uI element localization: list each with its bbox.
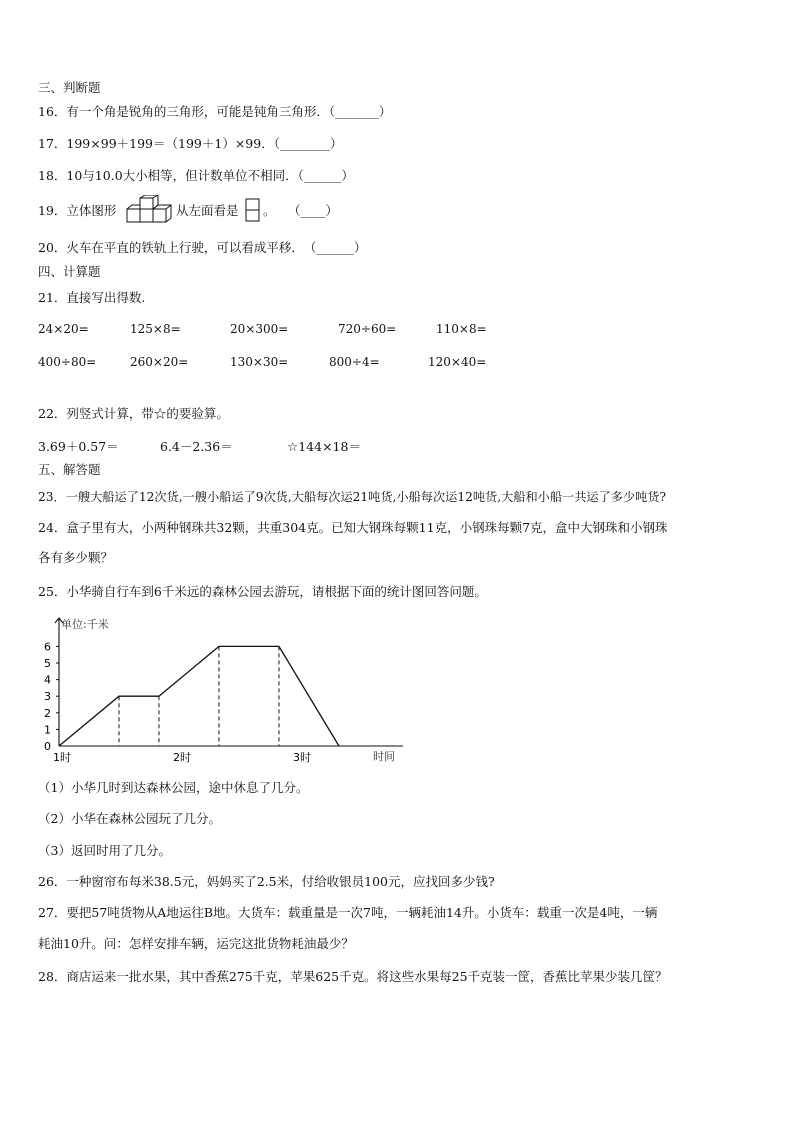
calc-row-1 bbox=[38, 322, 758, 338]
calc-item: 120×40= bbox=[428, 355, 487, 369]
section-heading-calculation: 四、计算题 bbox=[38, 264, 101, 279]
question-20: 20．火车在平直的铁轨上行驶，可以看成平移． （______） bbox=[38, 240, 367, 255]
vertical-calc-item: 6.4－2.36＝ bbox=[160, 439, 233, 454]
question-27-line-1: 27．要把57吨货物从A地运往B地。大货车：载重量是一次7吨，一辆耗油14升。小货车：载重一次是4吨，一辆 bbox=[38, 905, 658, 920]
y-tick-label: 1 bbox=[44, 723, 51, 737]
side-view-figure bbox=[245, 198, 261, 222]
question-19-part-a: 19．立体图形 bbox=[38, 203, 117, 218]
y-axis-label: 单位:千米 bbox=[61, 618, 109, 631]
vertical-calc-row bbox=[38, 437, 758, 453]
x-axis-label: 时间 bbox=[373, 750, 395, 763]
question-26: 26．一种窗帘布每米38.5元，妈妈买了2.5米，付给收银员100元，应找回多少钱? bbox=[38, 874, 495, 889]
calc-item: 260×20= bbox=[130, 355, 189, 369]
y-tick-label: 4 bbox=[44, 673, 51, 687]
question-22: 22．列竖式计算，带☆的要验算。 bbox=[38, 406, 229, 421]
y-tick-label: 0 bbox=[44, 740, 51, 753]
x-tick-label: 2时 bbox=[173, 751, 191, 764]
cube-figure bbox=[126, 195, 174, 225]
y-tick-label: 3 bbox=[44, 690, 51, 704]
calc-item: 24×20= bbox=[38, 322, 89, 336]
calc-item: 20×300= bbox=[230, 322, 289, 336]
calc-item: 720÷60= bbox=[338, 322, 397, 336]
question-23: 23．一艘大船运了12次货,一艘小船运了9次货,大船每次运21吨货,小船每次运12吨货,大船和小船一共运了多少吨货? bbox=[38, 490, 667, 504]
y-tick-label: 2 bbox=[44, 706, 51, 720]
question-25-sub-2: （2）小华在森林公园玩了几分。 bbox=[38, 811, 221, 826]
distance-time-chart bbox=[35, 612, 415, 770]
calc-row-2 bbox=[38, 355, 758, 371]
question-25-sub-3: （3）返回时用了几分。 bbox=[38, 843, 171, 858]
question-24-line-1: 24．盒子里有大，小两种钢珠共32颗，共重304克。已知大钢珠每颗11克，小钢珠每颗7克，盒中大钢珠和小钢珠 bbox=[38, 520, 668, 535]
vertical-calc-item: ☆144×18＝ bbox=[287, 439, 361, 454]
x-tick-label: 3时 bbox=[293, 751, 311, 764]
calc-item: 800÷4= bbox=[329, 355, 380, 369]
question-17: 17．199×99＋199＝（199＋1）×99．（________） bbox=[38, 136, 343, 151]
question-27-line-2: 耗油10升。问：怎样安排车辆，运完这批货物耗油最少？ bbox=[38, 936, 354, 951]
question-21: 21．直接写出得数. bbox=[38, 290, 146, 305]
section-heading-judgment: 三、判断题 bbox=[38, 80, 101, 95]
question-18: 18．10与10.0大小相等，但计数单位不相同．（______） bbox=[38, 168, 354, 183]
question-16: 16．有一个角是锐角的三角形，可能是钝角三角形．（_______） bbox=[38, 104, 392, 119]
vertical-calc-item: 3.69＋0.57＝ bbox=[38, 439, 119, 454]
calc-item: 400÷80= bbox=[38, 355, 97, 369]
y-tick-label: 6 bbox=[44, 640, 51, 654]
calc-item: 125×8= bbox=[130, 322, 181, 336]
question-19-part-c: 。 （____） bbox=[263, 203, 339, 218]
question-25: 25．小华骑自行车到6千米远的森林公园去游玩，请根据下面的统计图回答问题。 bbox=[38, 584, 487, 599]
section-heading-word-problems: 五、解答题 bbox=[38, 462, 101, 477]
series-line-distance bbox=[59, 646, 339, 746]
question-25-sub-1: （1）小华几时到达森林公园，途中休息了几分。 bbox=[38, 780, 309, 795]
question-28: 28．商店运来一批水果，其中香蕉275千克，苹果625千克。将这些水果每25千克装一筐，香蕉比苹果少装几筐？ bbox=[38, 969, 668, 984]
calc-item: 130×30= bbox=[230, 355, 289, 369]
question-24-line-2: 各有多少颗？ bbox=[38, 550, 114, 565]
y-tick-label: 5 bbox=[44, 657, 51, 670]
question-19-part-b: 从左面看是 bbox=[176, 203, 239, 218]
x-tick-label: 1时 bbox=[53, 751, 71, 764]
calc-item: 110×8= bbox=[436, 322, 487, 336]
